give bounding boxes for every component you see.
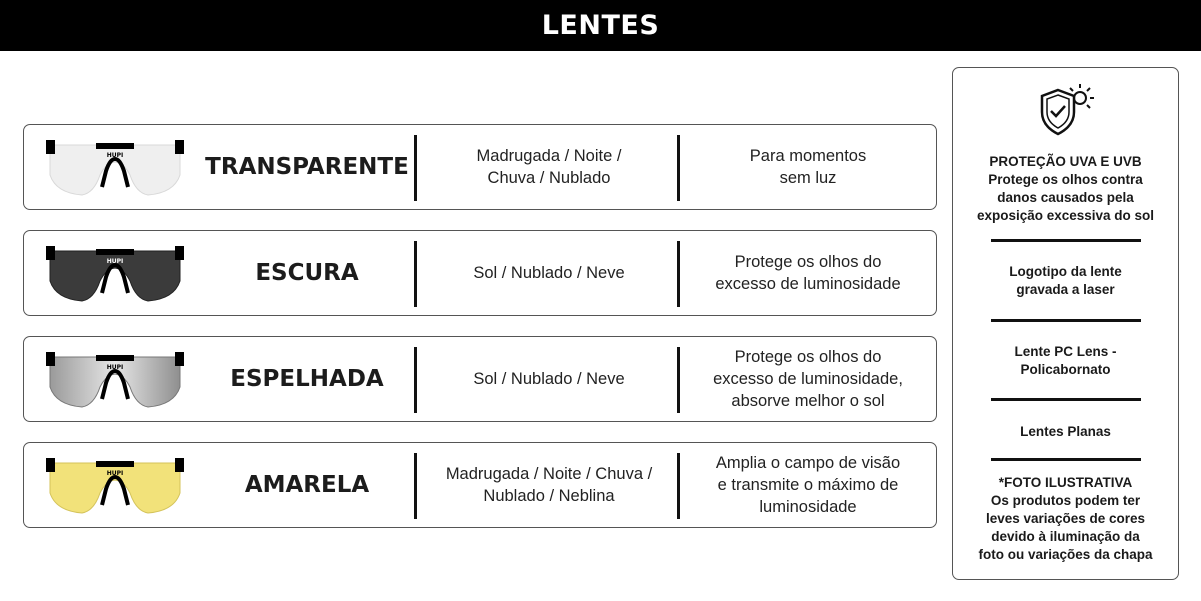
lens-description: Amplia o campo de visão e transmite o máximo de luminosidade (715, 454, 901, 516)
photo-disclaimer-text: Os produtos podem ter leves variações de cores devido à iluminação da foto ou variações da chapa (978, 493, 1153, 562)
lens-row-amarela (23, 442, 937, 528)
uv-protection-text: Protege os olhos contra danos causados pela exposição excessiva do sol (976, 172, 1155, 223)
uv-protection-title: PROTEÇÃO UVA E UVB (989, 154, 1142, 169)
lens-conditions: Sol / Nublado / Neve (473, 370, 625, 388)
laser-logo-text: Logotipo da lente gravada a laser (1009, 264, 1122, 297)
lens-name: TRANSPARENTE (205, 154, 409, 180)
glasses-escura-icon (44, 241, 186, 307)
glasses-amarela-icon (44, 453, 186, 519)
divider (677, 241, 680, 307)
shield-sun-icon (1036, 78, 1098, 140)
lens-row-transparente (23, 124, 937, 210)
glasses-logo: HUPI (106, 258, 124, 265)
divider (414, 347, 417, 413)
panel-divider (991, 458, 1141, 461)
lens-description: Para momentos sem luz (749, 147, 867, 187)
glasses-transparente-icon (44, 135, 186, 201)
panel-divider (991, 398, 1141, 401)
glasses-logo: HUPI (106, 152, 124, 159)
divider (677, 347, 680, 413)
glasses-espelhada-icon (44, 347, 186, 413)
panel-divider (991, 319, 1141, 322)
flat-lens-text: Lentes Planas (1020, 424, 1111, 439)
divider (414, 453, 417, 519)
lens-description: Protege os olhos do excesso de luminosidade (715, 253, 901, 293)
lens-name: ESCURA (255, 260, 359, 286)
divider (414, 135, 417, 201)
features-panel (952, 67, 1179, 580)
lens-conditions: Madrugada / Noite / Chuva / Nublado (476, 147, 622, 187)
photo-disclaimer-title: *FOTO ILUSTRATIVA (998, 475, 1133, 490)
divider (414, 241, 417, 307)
lens-row-escura (23, 230, 937, 316)
page-title: LENTES (541, 10, 660, 41)
lens-name: AMARELA (244, 472, 370, 498)
header-bar (0, 0, 1201, 51)
panel-divider (991, 239, 1141, 242)
lens-description: Protege os olhos do excesso de luminosidade, absorve melhor o sol (713, 348, 903, 410)
lens-material-text: Lente PC Lens - Policabornato (1014, 344, 1117, 377)
glasses-logo: HUPI (106, 470, 124, 477)
divider (677, 453, 680, 519)
lens-conditions: Sol / Nublado / Neve (473, 264, 625, 282)
lens-conditions: Madrugada / Noite / Chuva / Nublado / Neblina (445, 465, 653, 505)
lens-row-espelhada (23, 336, 937, 422)
lens-name: ESPELHADA (230, 366, 384, 392)
glasses-logo: HUPI (106, 364, 124, 371)
divider (677, 135, 680, 201)
